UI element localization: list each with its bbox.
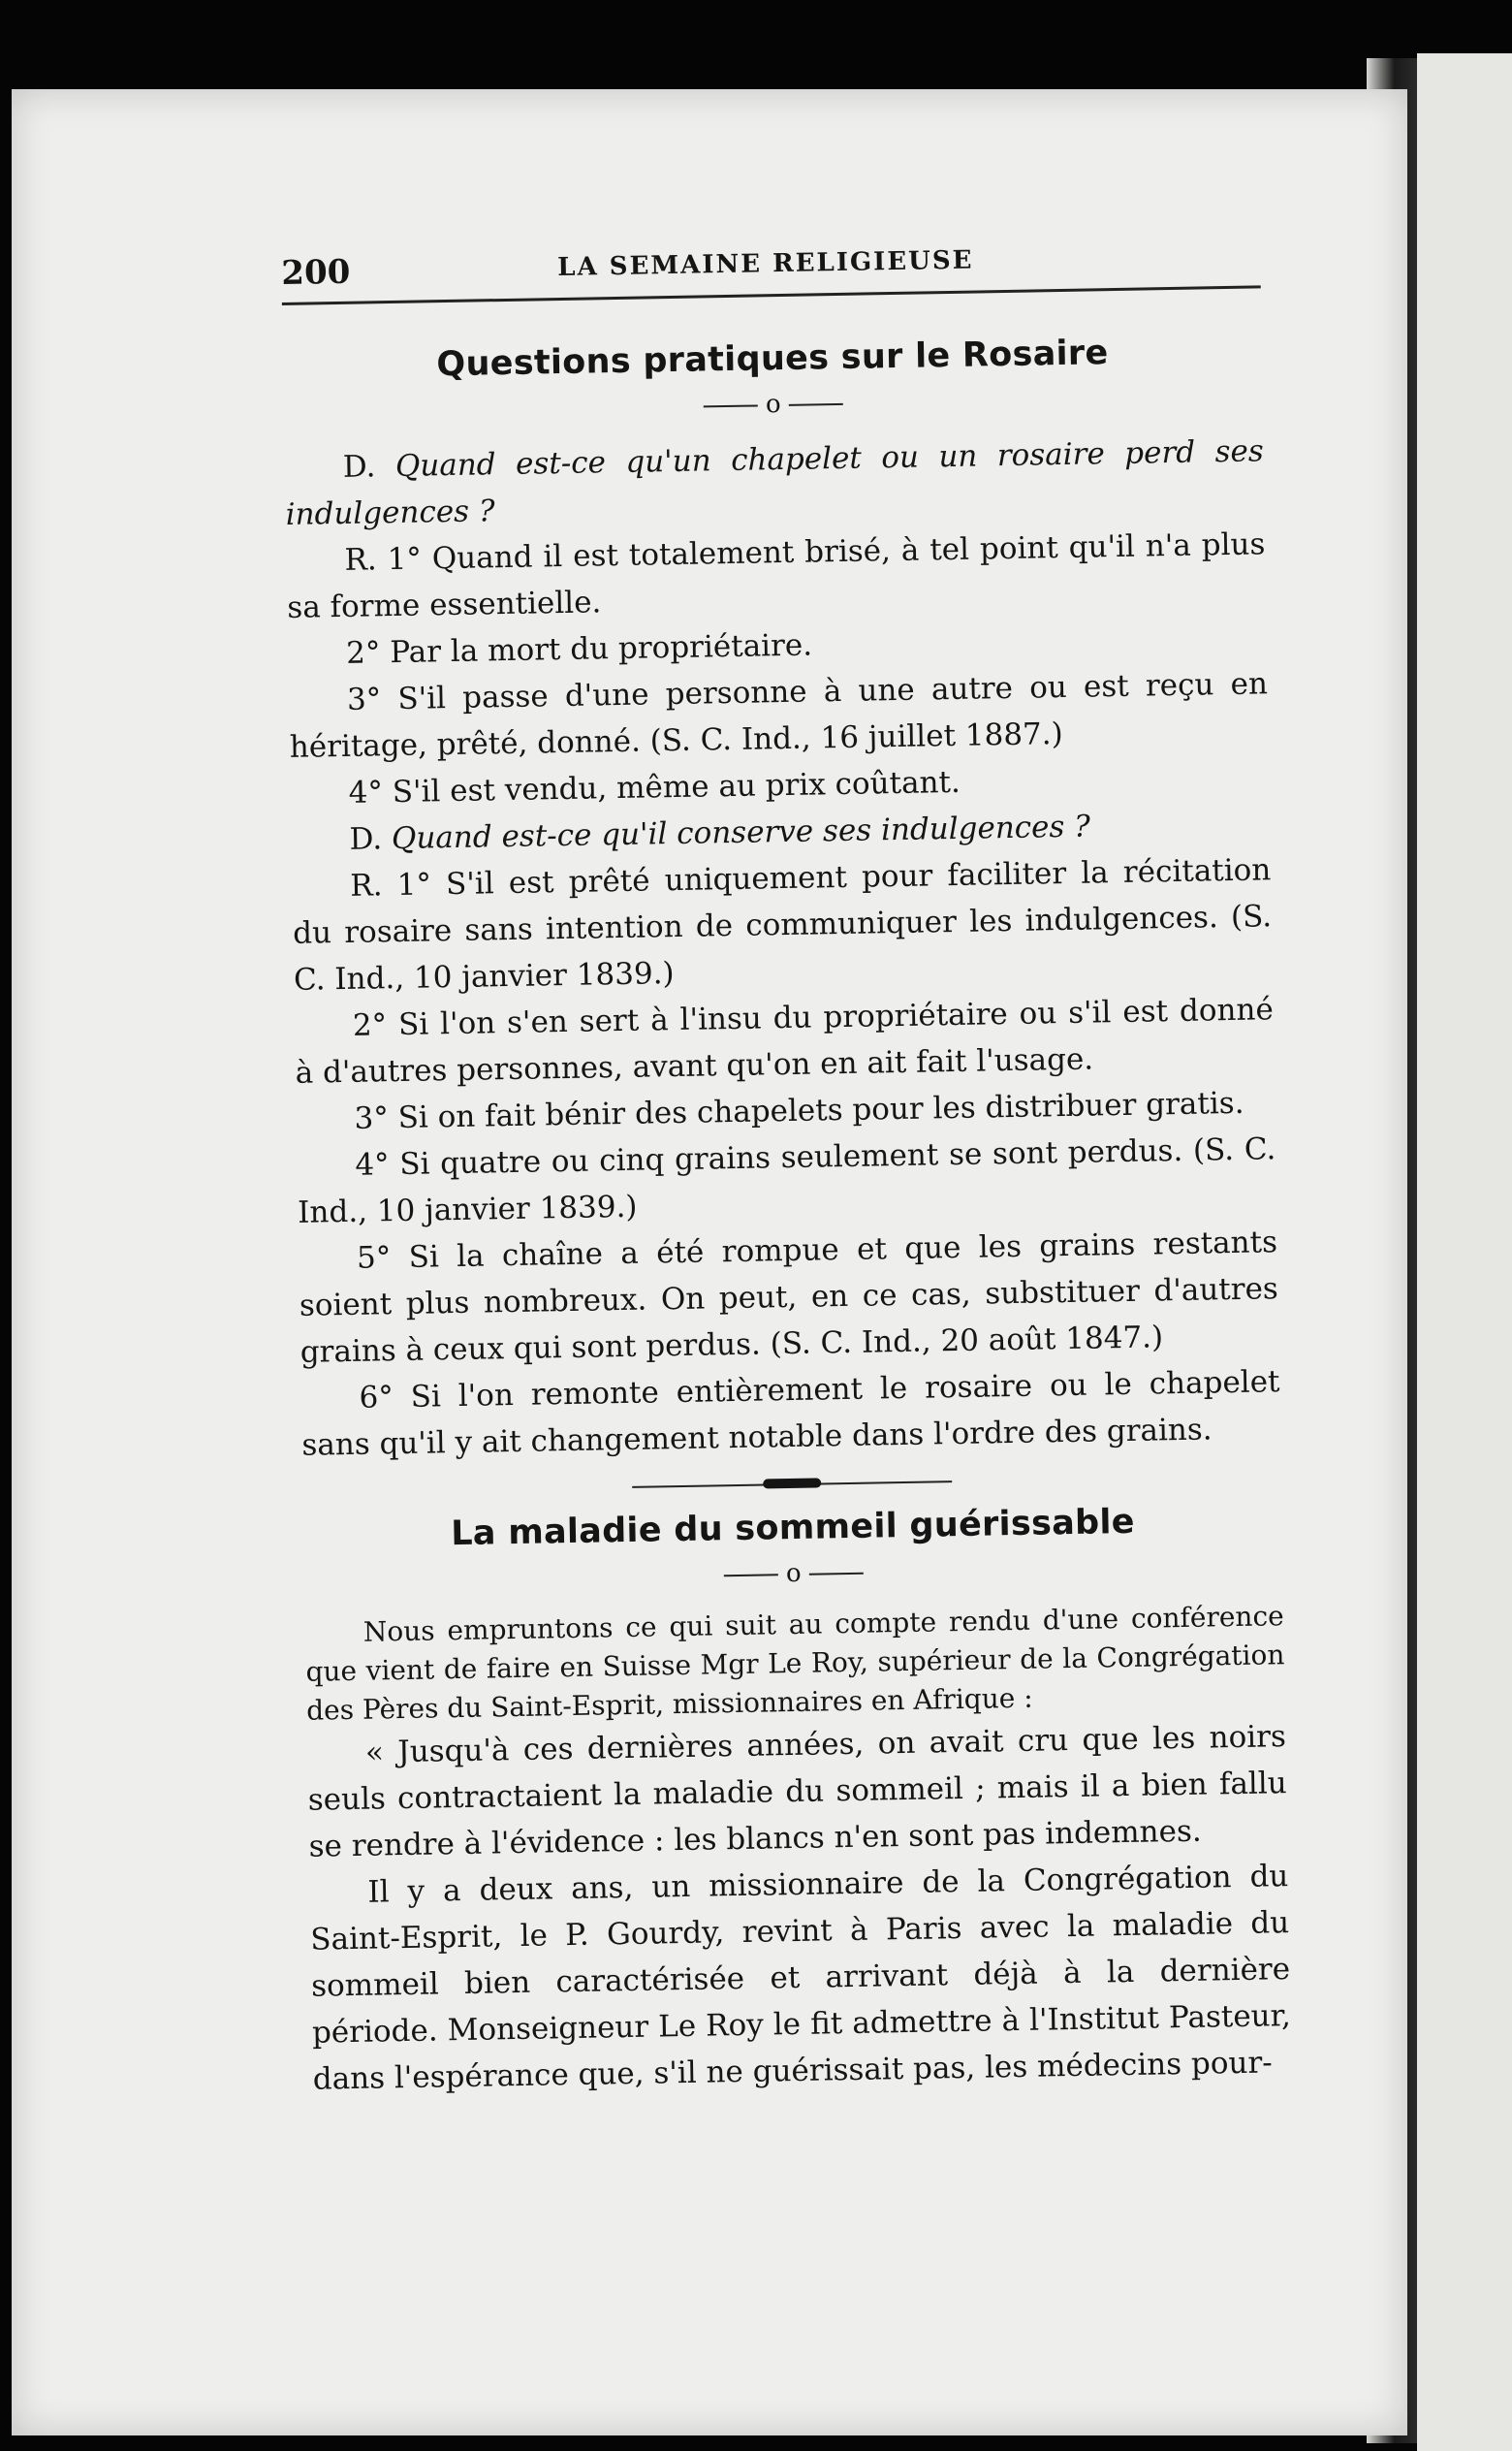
question-1: D. Quand est-ce qu'un chapelet ou un rosaire perd ses indulgences ?: [285, 433, 1265, 532]
answer-2-line: R. 1° S'il est prêté uniquement pour faciliter la récitation du rosaire sans intention de communiquer les indulgences. (S. C. Ind., 10 janvier 1839.): [292, 852, 1273, 998]
title-ornament: o: [284, 383, 1263, 426]
intro-paragraph: Nous empruntons ce qui suit au compte rendu d'une conférence que vient de faire en Suisse Mgr Le Roy, supérieur de la Congrégation des Pères du Saint-Esprit, missionnaires en Afrique :: [305, 1600, 1285, 1727]
facing-page-edge: [1417, 53, 1512, 2451]
section-title-maladie: La maladie du sommeil guérissable: [450, 1502, 1136, 1554]
body-paragraph: « Jusqu'à ces dernières années, on avait cru que les noirs seuls contractaient la maladie du sommeil ; mais il a bien fallu se rendre à l'évidence : les blancs n'en sont pas indemnes.: [307, 1719, 1287, 1864]
answer-2-line: 2° Si l'on s'en sert à l'insu du propriétaire ou s'il est donné à d'autres personnes, avant qu'on en ait fait l'usage.: [295, 992, 1275, 1091]
page-content: [281, 237, 1292, 2102]
page-number: 200: [281, 252, 351, 293]
answer-2-line: 6° Si l'on remonte entièrement le rosaire ou le chapelet sans qu'il y ait changement notable dans l'ordre des grains.: [301, 1364, 1280, 1463]
running-title: LA SEMAINE RELIGIEUSE: [557, 245, 974, 283]
title-ornament: o: [304, 1552, 1283, 1595]
body-paragraph: Il y a deux ans, un missionnaire de la Congrégation du Saint-Esprit, le P. Gourdy, revint à Paris avec la maladie du sommeil bien caractérisée et arrivant déjà à la dernière période. Monseigneur Le Roy le fit admettre à l'Institut Pasteur, dans l'espérance que, s'il ne guérissait pas, les médecins pour-: [310, 1859, 1292, 2097]
answer-1-line: 3° S'il passe d'une personne à une autre ou est reçu en héritage, prêté, donné. (S. C. Ind., 16 juillet 1887.): [289, 666, 1269, 765]
question-2: D. Quand est-ce qu'il conserve ses indulgences ?: [349, 809, 1091, 857]
section-divider: [632, 1475, 952, 1494]
answer-2-line: 5° Si la chaîne a été rompue et que les grains restants soient plus nombreux. On peut, en ce cas, substituer d'autres grains à ceux qui sont perdus. (S. C. Ind., 20 août 1847.): [299, 1225, 1279, 1370]
answer-2-line: 3° Si on fait bénir des chapelets pour les distribuer gratis.: [354, 1085, 1244, 1136]
answer-1-line: R. 1° Quand il est totalement brisé, à tel point qu'il n'a plus sa forme essentielle.: [287, 526, 1266, 625]
answer-2-line: 4° Si quatre ou cinq grains seulement se sont perdus. (S. C. Ind., 10 janvier 1839.): [297, 1131, 1276, 1230]
section-title-rosaire: Questions pratiques sur le Rosaire: [436, 334, 1109, 385]
answer-1-line: 4° S'il est vendu, même au prix coûtant.: [348, 764, 961, 811]
answer-1-line: 2° Par la mort du propriétaire.: [345, 627, 813, 671]
